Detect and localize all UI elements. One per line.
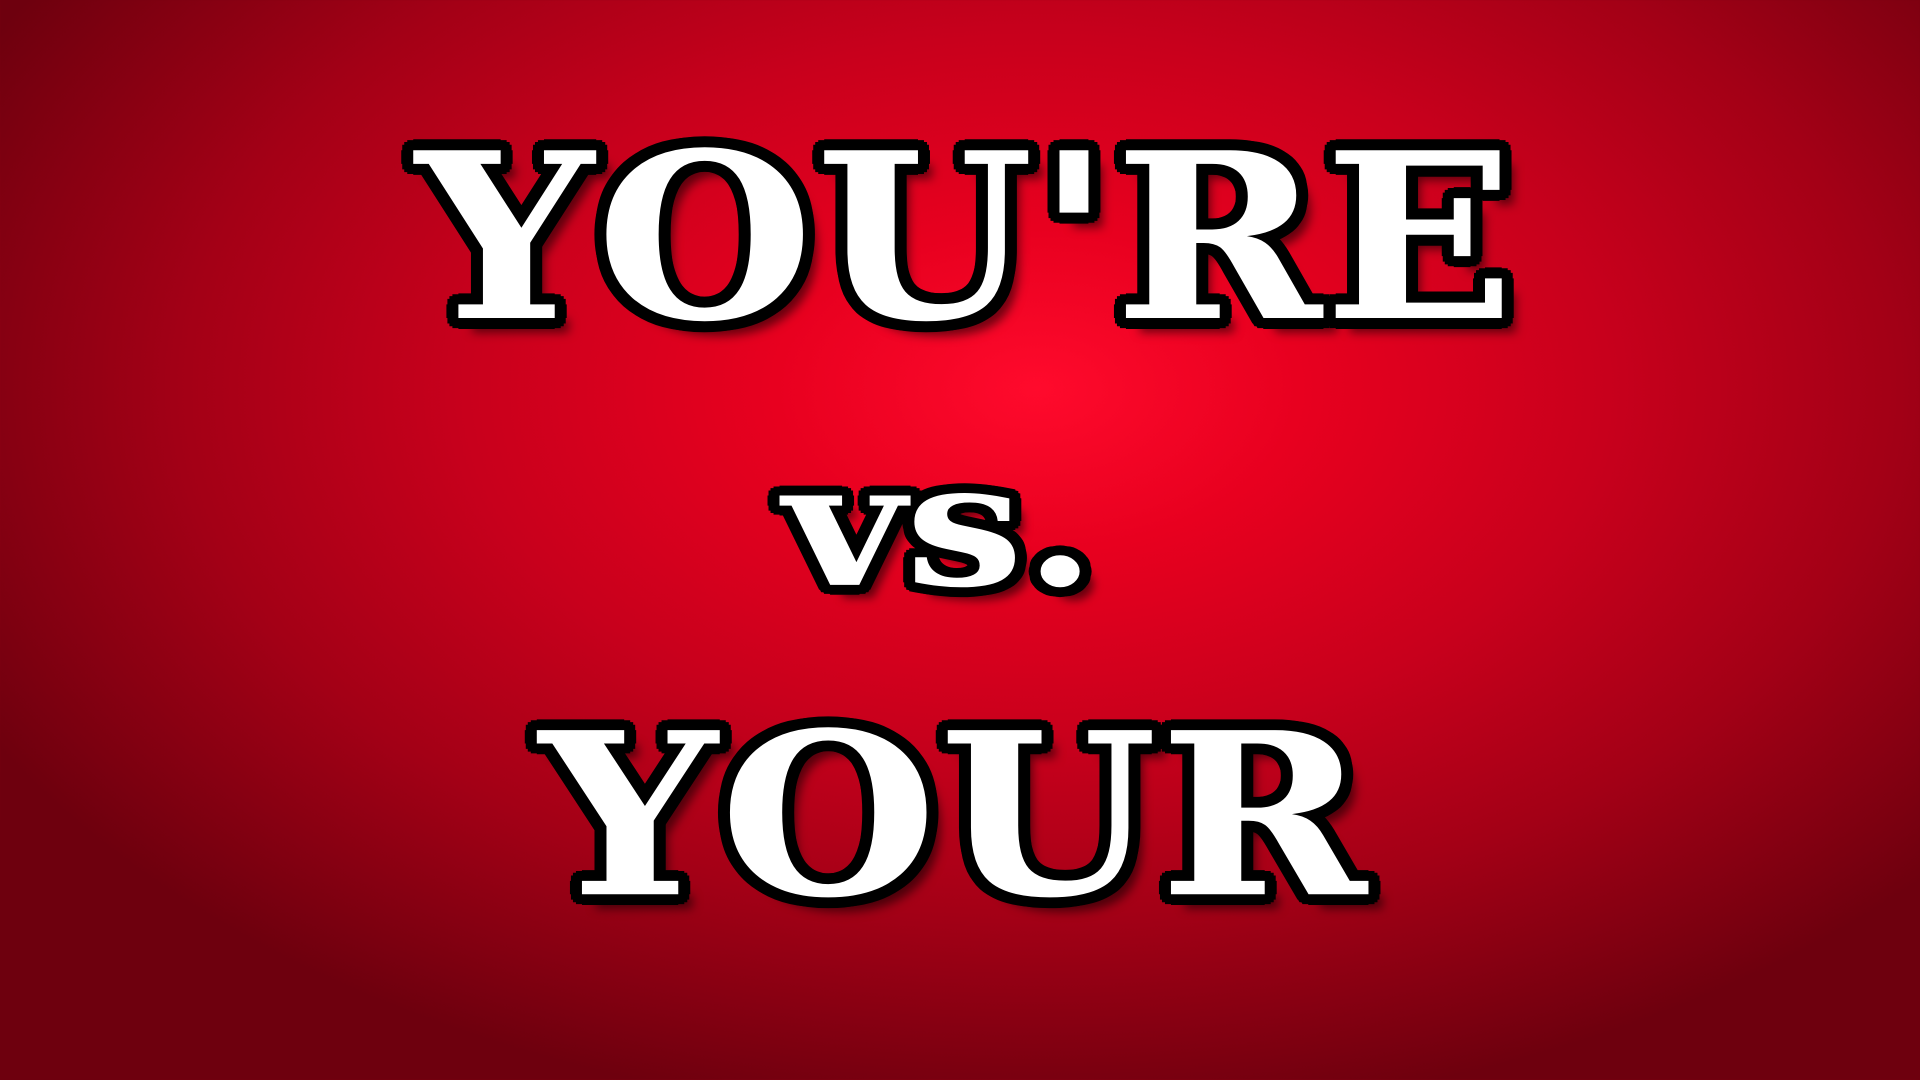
title-word-vs: vs. — [783, 423, 1097, 626]
title-word-your: YOUR — [538, 682, 1370, 948]
title-word-youre: YOU'RE — [415, 101, 1517, 373]
